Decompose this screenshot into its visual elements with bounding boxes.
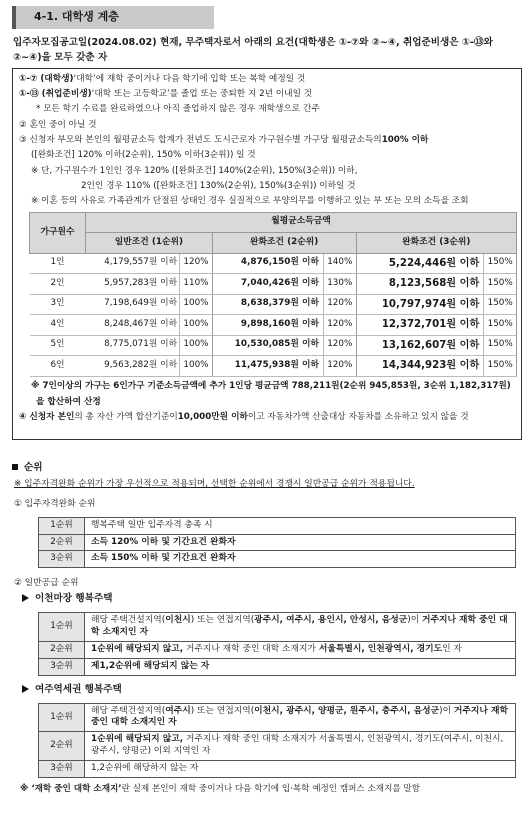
table-row: 2순위 1순위에 해당되지 않고, 거주지나 재학 중인 대학 소재지가 서울특별시, 인천광역시, 경기도인 자: [39, 641, 516, 658]
rank-desc: 행복주택 일반 입주자격 충족 시: [85, 517, 516, 534]
req-income: ③ 신청자 부모와 본인의 월평균소득 합계가 전년도 도시근로자 가구원수별 가구당 월평균소득의 100% 이하: [19, 134, 429, 145]
table-cell: 100%: [180, 356, 213, 377]
table-cell: 4인: [30, 315, 86, 336]
table-row: 2순위 1순위에 해당되지 않고, 거주지나 재학 중인 대학 소재지가 서울특별시, 인천광역시, 경기도(여주시, 이천시, 광주시, 양평군) 이외 지역인 자: [39, 732, 516, 761]
footnote: ※ ‘재학 중인 대학 소재지’란 실제 본인이 재학 중이거나 다음 학기에 입·복학 예정인 캠퍼스 소재지를 말함: [20, 783, 421, 794]
yeoju-table: [38, 703, 516, 778]
requirements-box: [12, 68, 522, 440]
priority-title: 순위: [12, 462, 524, 475]
table-cell: 110%: [180, 274, 213, 295]
icheon-table: [38, 612, 516, 676]
table-cell: 8,123,568원 이하: [356, 274, 484, 295]
priority-note: ※ 입주자격완화 순위가 가장 우선적으로 적용되며, 선택한 순위에서 경쟁시 일반공급 순위가 적용됩니다.: [14, 478, 415, 489]
table-row: [39, 551, 516, 568]
table-cell: 9,898,160원 이하: [212, 315, 323, 336]
table-cell: 150%: [484, 274, 517, 295]
table-cell: 12,372,701원 이하: [356, 315, 484, 336]
table-cell: 7,040,426원 이하: [212, 274, 323, 295]
req-jobseeker: ①-⑬ (취업준비생) ‘대학 또는 고등학교’를 졸업 또는 중퇴한 지 2년 이내일 것: [19, 89, 313, 100]
col-cond3: 완화조건 (3순위): [356, 233, 516, 254]
table-cell: 120%: [323, 356, 356, 377]
table-row: [39, 517, 516, 534]
table-cell: 120%: [323, 294, 356, 315]
table-cell: 100%: [180, 315, 213, 336]
req-asset: ④ 신청자 본인 의 총 자산 가액 합산기준이 10,000만원 이하 이고 자동차가액 산출대상 자동차를 소유하고 있지 않을 것: [19, 412, 469, 423]
table-row: [30, 253, 517, 274]
rank-cell: 1순위: [39, 517, 85, 534]
table-cell: 100%: [180, 335, 213, 356]
table-row: 1순위 해당 주택건설지역(여주시) 또는 연접지역(이천시, 광주시, 양평군, 원주시, 충주시, 음성군)이 거주지나 재학 중인 대학 소재지인 자: [39, 703, 516, 732]
col-income: 월평균소득금액: [86, 212, 517, 233]
table-cell: 120%: [323, 335, 356, 356]
table-cell: 150%: [484, 253, 517, 274]
relax-table: [38, 517, 516, 569]
table-cell: 5인: [30, 335, 86, 356]
table-row: [30, 335, 517, 356]
triangle-bullet-icon: [22, 685, 29, 693]
table-cell: 2인: [30, 274, 86, 295]
relax-heading: ① 입주자격완화 순위: [14, 498, 96, 509]
req-note: * 모든 학기 수료를 완료하였으나 아직 졸업하지 않은 경우 재학생으로 간주: [36, 104, 320, 115]
note-7plus: ※ 7인이상의 가구는 6인가구 기준소득금액에 추가 1인당 평균금액 788,211원(2순위 945,853원, 3순위 1,182,317원): [31, 381, 511, 392]
yeoju-title: 여주역세권 행복주택: [12, 684, 524, 697]
req-income-1p: ※ 단, 가구원수가 1인인 경우 120% ([완화조건] 140%(2순위), 150%(3순위)) 이하,: [31, 165, 358, 176]
rank-cell: 2순위: [39, 534, 85, 551]
table-cell: 120%: [323, 315, 356, 336]
table-cell: 120%: [180, 253, 213, 274]
table-row: [30, 294, 517, 315]
table-cell: 3인: [30, 294, 86, 315]
table-row: [30, 315, 517, 336]
table-cell: 150%: [484, 356, 517, 377]
req-unmarried: ② 혼인 중이 아닐 것: [19, 119, 97, 130]
table-cell: 8,638,379원 이하: [212, 294, 323, 315]
table-cell: 150%: [484, 294, 517, 315]
col-cond1: 일반조건 (1순위): [86, 233, 213, 254]
intro-text: 입주자모집공고일(2024.08.02) 현재, 무주택자로서 아래의 요건(대학생은 ①-⑦와 ②~④, 취업준비생은 ①-⑬와 ②~④)을 모두 갖춘 자: [13, 37, 493, 63]
square-bullet-icon: [12, 464, 18, 470]
table-cell: 100%: [180, 294, 213, 315]
table-cell: 8,248,467원 이하: [86, 315, 180, 336]
table-row: [30, 274, 517, 295]
income-table: [29, 212, 517, 377]
table-cell: 130%: [323, 274, 356, 295]
table-cell: 1인: [30, 253, 86, 274]
note-7plus-2: 을 합산하여 산정: [36, 396, 101, 407]
req-divorce-note: ※ 이혼 등의 사유로 가족관계가 단절된 상태인 경우 실질적으로 부양의무를 이행하고 있는 부 또는 모의 소득을 조회: [31, 196, 469, 207]
col-members: 가구원수: [30, 212, 86, 253]
table-row: 3순위 제1,2순위에 해당되지 않는 자: [39, 658, 516, 675]
table-cell: 9,563,282원 이하: [86, 356, 180, 377]
rank-desc: 소득 150% 이하 및 기간요건 완화자: [85, 551, 516, 568]
table-cell: 6인: [30, 356, 86, 377]
table-cell: 13,162,607원 이하: [356, 335, 484, 356]
triangle-bullet-icon: [22, 594, 29, 602]
table-cell: 8,775,071원 이하: [86, 335, 180, 356]
icheon-title: 이천마장 행복주택: [12, 593, 524, 606]
table-cell: 5,224,446원 이하: [356, 253, 484, 274]
table-cell: 150%: [484, 315, 517, 336]
rank-cell: 3순위: [39, 551, 85, 568]
table-cell: 14,344,923원 이하: [356, 356, 484, 377]
section-title: 4-1. 대학생 계층: [12, 6, 214, 29]
req-income-relaxed: ([완화조건] 120% 이하(2순위), 150% 이하(3순위)) 일 것: [31, 150, 256, 161]
table-row: 1순위 해당 주택건설지역(이천시) 또는 연접지역(광주시, 여주시, 용인시, 안성시, 음성군)이 거주지나 재학 중인 대학 소재지인 자: [39, 613, 516, 642]
table-cell: 10,797,974원 이하: [356, 294, 484, 315]
req-income-2p: 2인인 경우 110% ([완화조건] 130%(2순위), 150%(3순위)) 이하일 것: [81, 180, 356, 191]
table-cell: 4,179,557원 이하: [86, 253, 180, 274]
table-cell: 10,530,085원 이하: [212, 335, 323, 356]
table-cell: 5,957,283원 이하: [86, 274, 180, 295]
rank-desc: 소득 120% 이하 및 기간요건 완화자: [85, 534, 516, 551]
general-heading: ② 일반공급 순위: [14, 578, 79, 589]
table-cell: 150%: [484, 335, 517, 356]
table-row: [39, 534, 516, 551]
req-student: ①-⑦ (대학생) ‘대학’에 재학 중이거나 다음 학기에 입학 또는 복학 예정일 것: [19, 73, 306, 84]
table-cell: 7,198,649원 이하: [86, 294, 180, 315]
table-cell: 4,876,150원 이하: [212, 253, 323, 274]
col-cond2: 완화조건 (2순위): [212, 233, 356, 254]
priority-section: [12, 462, 524, 796]
table-cell: 140%: [323, 253, 356, 274]
table-row: [30, 356, 517, 377]
table-row: 3순위 1,2순위에 해당하지 않는 자: [39, 761, 516, 778]
table-cell: 11,475,938원 이하: [212, 356, 323, 377]
